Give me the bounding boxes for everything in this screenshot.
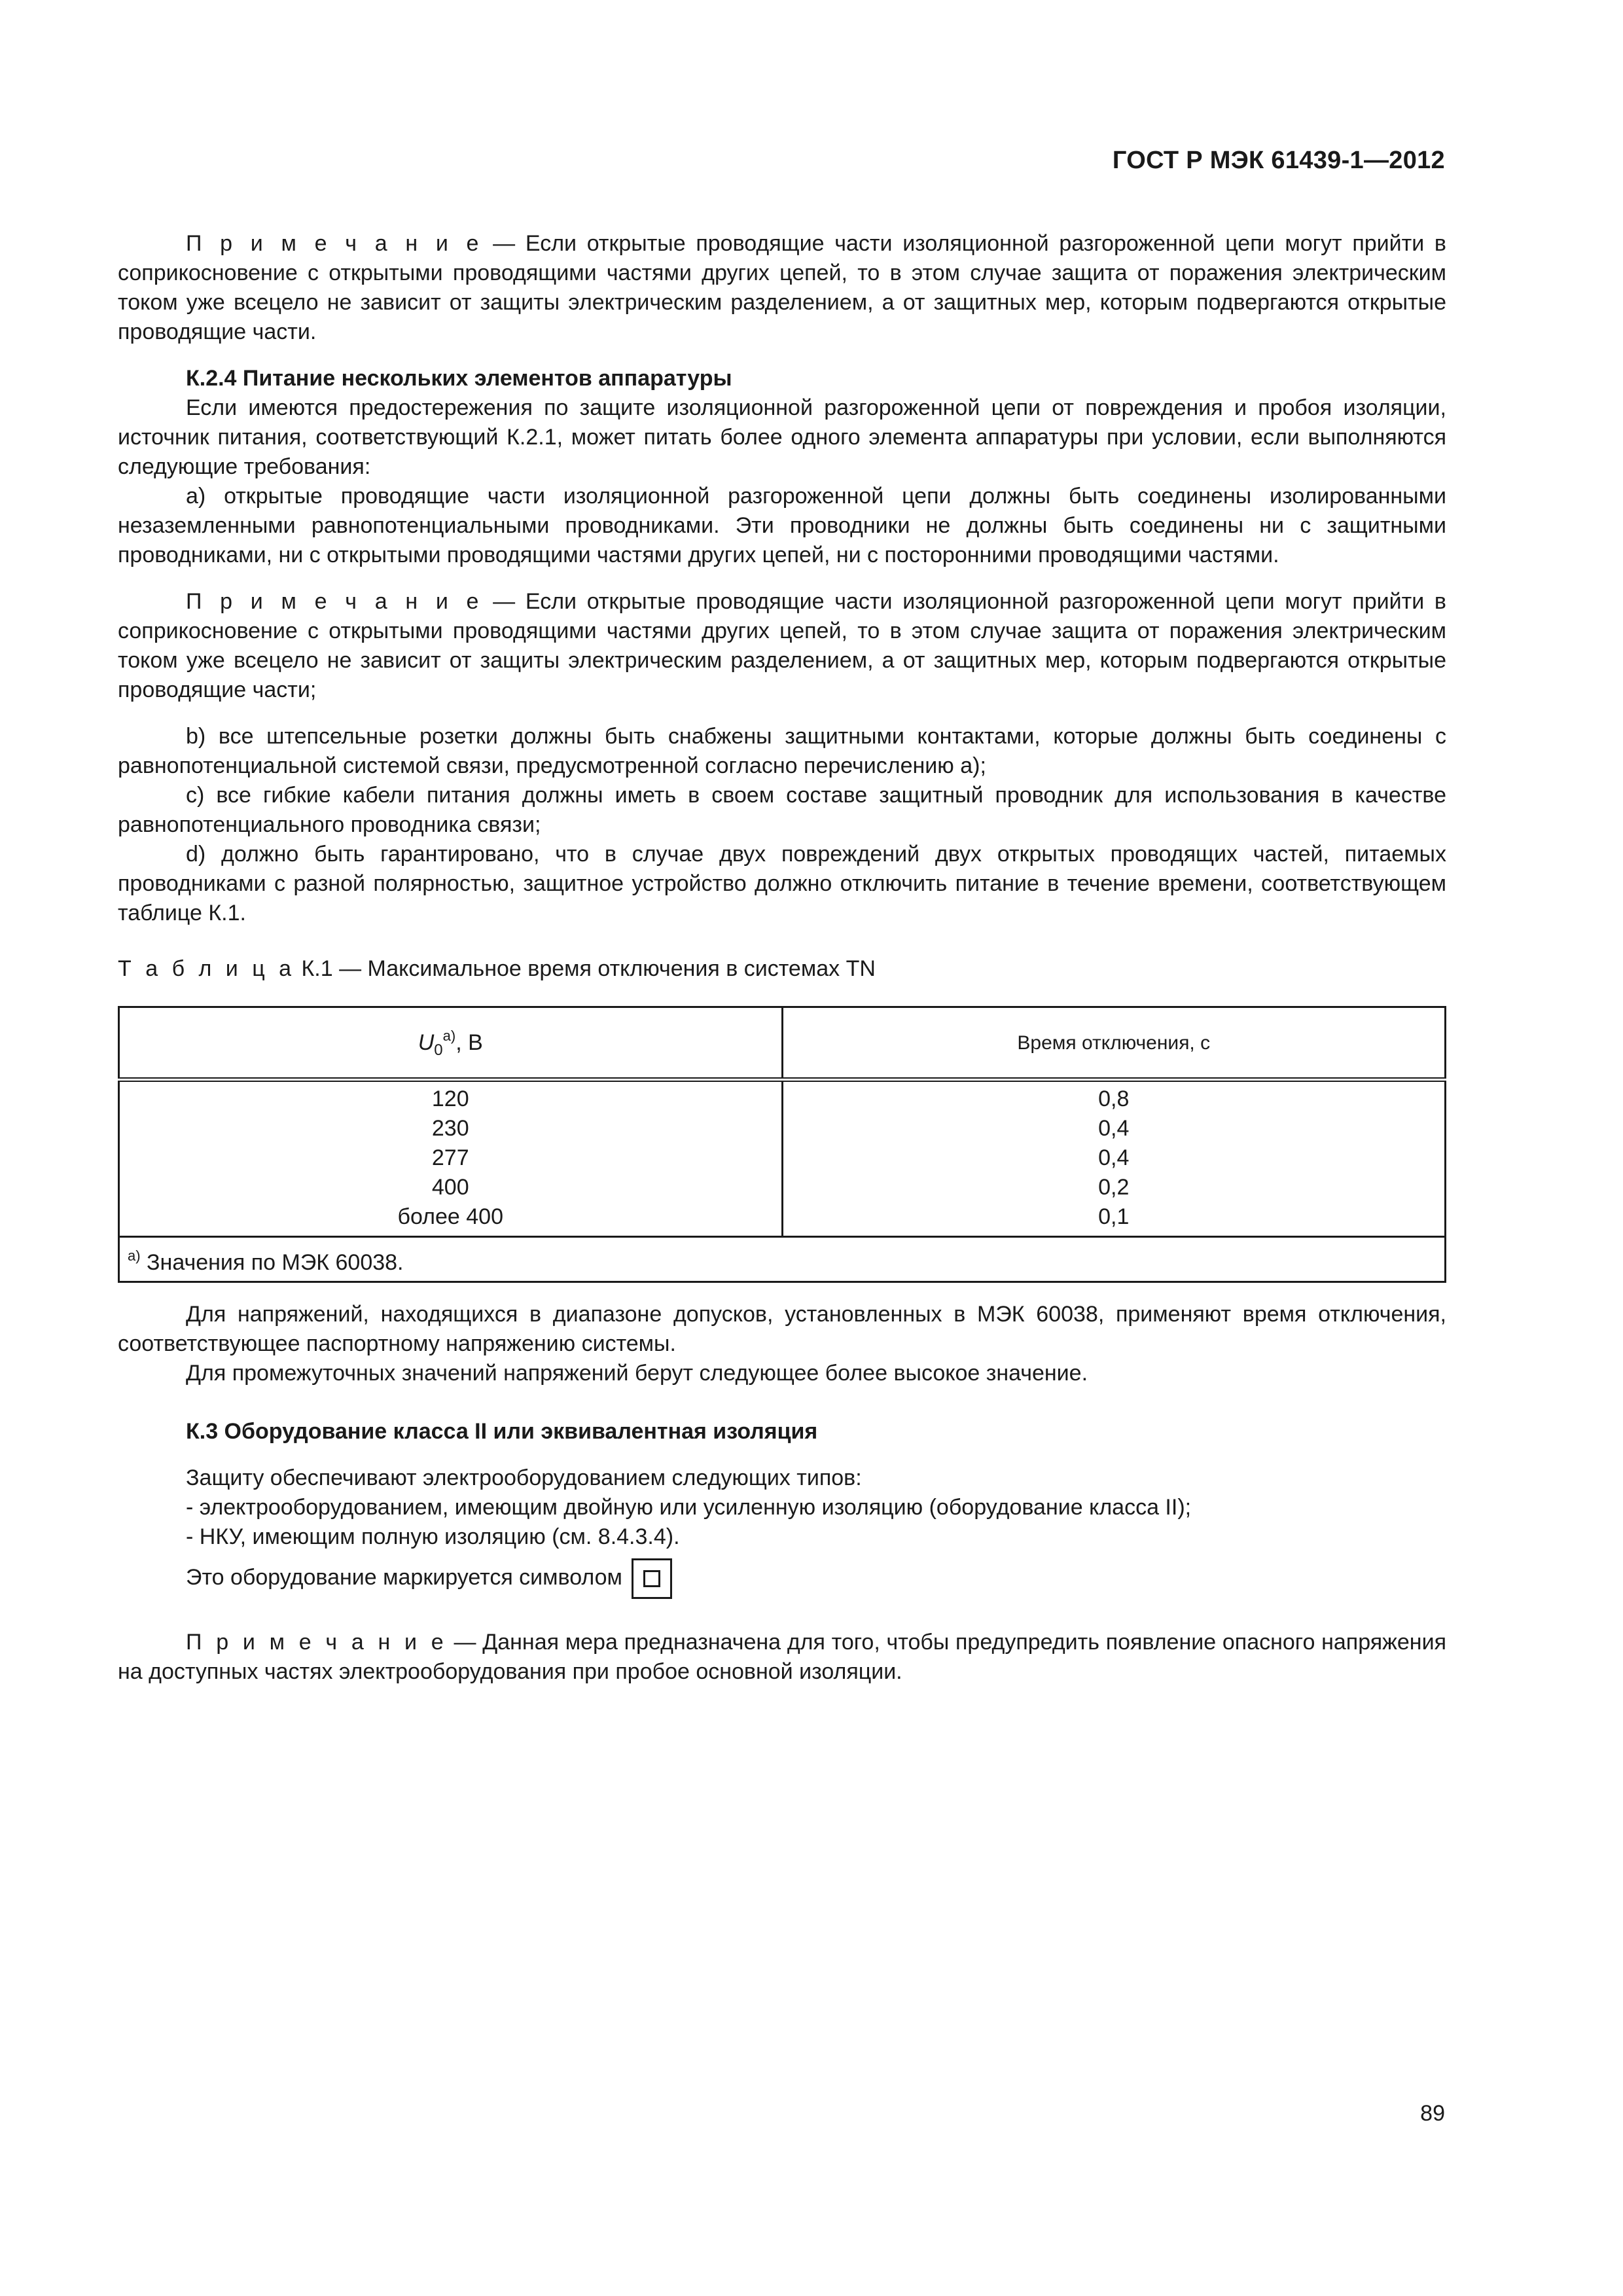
table-cell: 0,4 bbox=[1098, 1116, 1130, 1141]
section-k24-intro: Если имеются предостережения по защите изоляционной разгороженной цепи от повреждения и пробоя изоляции, источник питания, соответствующий К.2.1, может питать более одного элемента аппаратуры при условии, если выполняются следующие требования: bbox=[118, 395, 1446, 479]
voltage-column bbox=[119, 1080, 783, 1237]
note-label: П р и м е ч а н и е bbox=[186, 589, 483, 614]
table-cell: 400 bbox=[431, 1175, 469, 1200]
table-footnote-row bbox=[119, 1237, 1446, 1282]
table-row bbox=[119, 1080, 1446, 1237]
page-number: 89 bbox=[1420, 2101, 1445, 2126]
footnote-text: Значения по МЭК 60038. bbox=[140, 1250, 404, 1275]
section-k3-heading: К.3 Оборудование класса II или эквивалентная изоляция bbox=[186, 1419, 818, 1444]
note-2-text: — Если открытые проводящие части изоляционной разгороженной цепи могут прийти в соприкосновение с открытыми проводящими частями других цепей, то в этом случае защита от поражения электрическим током уже всецело не зависит от защиты электрическим разделением, а от защитных мер, которым подвергаются открытые проводящие части; bbox=[118, 589, 1446, 702]
list-item-b: b) все штепсельные розетки должны быть снабжены защитными контактами, которые должны быть соединены с равнопотенциальной системой связи, предусмотренной согласно перечислению a); bbox=[118, 724, 1446, 778]
marking-line bbox=[118, 1558, 1446, 1599]
table-cell: более 400 bbox=[397, 1204, 503, 1229]
section-k3-list-item: - электрооборудованием, имеющим двойную или усиленную изоляцию (оборудование класса II); bbox=[186, 1495, 1192, 1520]
section-k3-list-item: - НКУ, имеющим полную изоляцию (см. 8.4.3.4). bbox=[186, 1524, 680, 1549]
list-item-a: a) открытые проводящие части изоляционной разгороженной цепи должны быть соединены изолированными незаземленными равнопотенциальными проводниками. Эти проводники не должны быть соединены ни с защитными проводниками, ни с открытыми проводящими частями других цепей, ни с посторонними проводящими частями. bbox=[118, 484, 1446, 567]
section-k24-heading: К.2.4 Питание нескольких элементов аппаратуры bbox=[186, 366, 732, 391]
table-cell: 0,4 bbox=[1098, 1145, 1130, 1170]
list-item-c: c) все гибкие кабели питания должны иметь в своем составе защитный проводник для использования в качестве равнопотенциального проводника связи; bbox=[118, 783, 1446, 837]
note-1 bbox=[118, 229, 1446, 347]
after-table-p2: Для промежуточных значений напряжений берут следующее более высокое значение. bbox=[186, 1361, 1088, 1386]
table-k1 bbox=[118, 1006, 1446, 1283]
table-cell: 277 bbox=[431, 1145, 469, 1170]
note-label: П р и м е ч а н и е bbox=[186, 231, 483, 256]
table-cell: 0,8 bbox=[1098, 1086, 1130, 1111]
table-cell: 0,1 bbox=[1098, 1204, 1130, 1229]
section-k3-intro: Защиту обеспечивают электрооборудованием следующих типов: bbox=[186, 1465, 862, 1490]
voltage-unit: , В bbox=[455, 1030, 483, 1055]
table-footnote bbox=[119, 1237, 1446, 1282]
page-content bbox=[118, 229, 1446, 1687]
note-2 bbox=[118, 587, 1446, 705]
note-label: П р и м е ч а н и е bbox=[186, 1630, 448, 1655]
table-header-voltage bbox=[119, 1007, 783, 1080]
document-code: ГОСТ Р МЭК 61439-1—2012 bbox=[1112, 147, 1445, 174]
marking-text: Это оборудование маркируется символом bbox=[186, 1564, 622, 1590]
table-header-row bbox=[119, 1007, 1446, 1080]
u0-symbol: U bbox=[418, 1030, 435, 1055]
list-item-d: d) должно быть гарантировано, что в случае двух повреждений двух открытых проводящих частей, питаемых проводниками с разной полярностью, защитное устройство должно отключить питание в течение времени, соответствующем таблице К.1. bbox=[118, 842, 1446, 925]
footnote-mark: a) bbox=[128, 1247, 141, 1264]
note-3-text: — Данная мера предназначена для того, чтобы предупредить появление опасного напряжения на доступных частях электрооборудования при пробое основной изоляции. bbox=[118, 1630, 1446, 1684]
table-caption-label: Т а б л и ц а bbox=[118, 956, 296, 981]
table-caption-text: К.1 — Максимальное время отключения в системах TN bbox=[295, 956, 876, 981]
table-caption bbox=[118, 954, 1446, 984]
note-1-text: — Если открытые проводящие части изоляционной разгороженной цепи могут прийти в соприкосновение с открытыми проводящими частями других цепей, то в этом случае защита от поражения электрическим током уже всецело не зависит от защиты электрическим разделением, а от защитных мер, которым подвергаются открытые проводящие части. bbox=[118, 231, 1446, 344]
table-cell: 120 bbox=[431, 1086, 469, 1111]
footnote-ref: a) bbox=[442, 1027, 456, 1044]
note-3 bbox=[118, 1628, 1446, 1687]
table-cell: 230 bbox=[431, 1116, 469, 1141]
time-column bbox=[782, 1080, 1446, 1237]
table-cell: 0,2 bbox=[1098, 1175, 1130, 1200]
u0-subscript: 0 bbox=[434, 1041, 443, 1059]
after-table-p1: Для напряжений, находящихся в диапазоне допусков, установленных в МЭК 60038, применяют время отключения, соответствующее паспортному напряжению системы. bbox=[118, 1302, 1446, 1356]
table-header-time: Время отключения, с bbox=[782, 1007, 1446, 1080]
class-ii-symbol-icon bbox=[632, 1558, 672, 1599]
